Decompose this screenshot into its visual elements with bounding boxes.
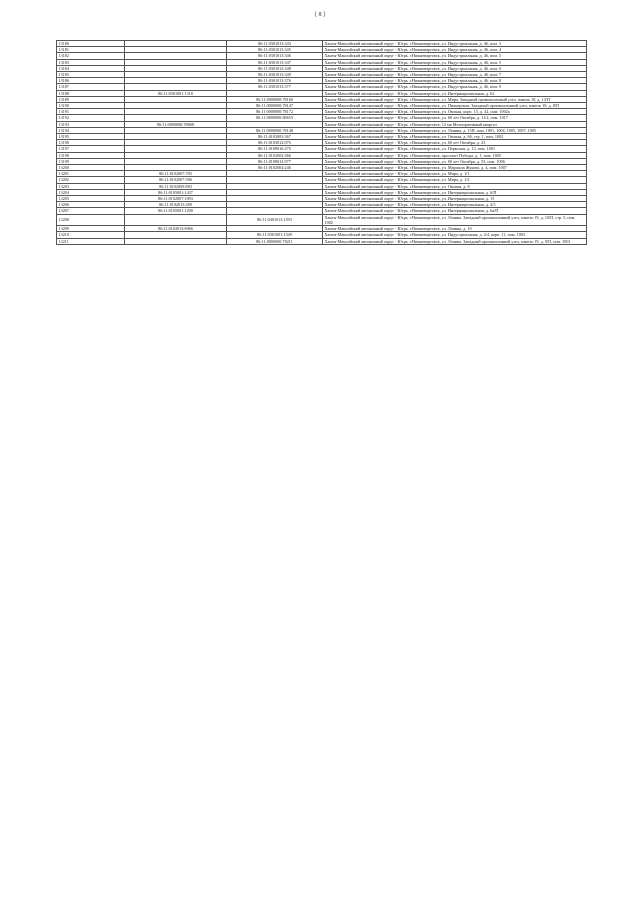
address-cell: Ханты-Мансийский автономный округ - Югра, г.Нижневартовск, ул. Интернациональная, д. 4/3 (323, 202, 587, 208)
address-cell: Ханты-Мансийский автономный округ - Югра, г.Нижневартовск, ул. Интернациональная, д. 6а/П (323, 208, 587, 214)
room-cadastral-number-cell: 86:11:0109012:977 (227, 158, 323, 164)
row-number-cell: 13193 (57, 121, 125, 127)
room-cadastral-number-cell: 86:11:0301013:377 (227, 84, 323, 90)
address-cell: Ханты-Мансийский автономный округ - Югра, г.Нижневартовск, ул. Индустриальная, д. 46, пом. 5 (323, 53, 587, 59)
cadastral-number-cell: 86:11:0105001:1290 (125, 208, 227, 214)
address-cell: Ханты-Мансийский автономный округ - Югра, г.Нижневартовск, ул. Мира, Западный промышленный узел, панель 18, д. 13/П (323, 96, 587, 102)
address-cell: Ханты-Мансийский автономный округ - Югра, г.Нижневартовск, ул. Индустриальная, д. 46, пом. 6 (323, 65, 587, 71)
row-number-cell: 13187 (57, 84, 125, 90)
table-row (57, 238, 587, 244)
row-number-cell: 13199 (57, 158, 125, 164)
cadastral-number-cell: 86:11:0102013:289 (125, 202, 227, 208)
address-cell: Ханты-Мансийский автономный округ - Югра, г.Нижневартовск, ул. Индустриальная, д. 46, пом. 8 (323, 78, 587, 84)
room-cadastral-number-cell: 86:11:0301013:346 (227, 53, 323, 59)
row-number-cell: 13180 (57, 41, 125, 47)
room-cadastral-number-cell: 86:11:0401013:1593 (227, 214, 323, 225)
room-cadastral-number-cell: 86:11:0000000:78211 (227, 238, 323, 244)
address-cell: Ханты-Мансийский автономный округ - Югра, г.Нижневартовск, ул. Интернациональная, д. 15 (323, 196, 587, 202)
address-cell: Ханты-Мансийский автономный округ - Югра, г.Нижневартовск, ул. Маршала Жукова, д. 4, пом. 1007 (323, 165, 587, 171)
address-cell: Ханты-Мансийский автономный округ - Югра, г.Нижневартовск, ул. Интернациональная, д. 62 (323, 90, 587, 96)
row-number-cell: 13195 (57, 134, 125, 140)
cadastral-number-cell: 86:11:0102007:586 (125, 177, 227, 183)
cadastral-number-cell: 86:11:0102009:883 (125, 183, 227, 189)
row-number-cell: 13205 (57, 196, 125, 202)
room-cadastral-number-cell: 86:11:0000000:78172 (227, 109, 323, 115)
room-cadastral-number-cell: 86:11:0301013:376 (227, 78, 323, 84)
address-cell: Ханты-Мансийский автономный округ - Югра, г.Нижневартовск, 12 мк Мелиоративный квартал (323, 121, 587, 127)
row-number-cell: 13181 (57, 47, 125, 53)
address-cell: Ханты-Мансийский автономный округ - Югра, г.Нижневартовск, ул. Омская, корп. 15, д. 42, пом. 1002а (323, 109, 587, 115)
cadastral-number-cell: 86:11:0301001:1318 (125, 90, 227, 96)
cadastral-number-cell (125, 238, 227, 244)
address-cell: Ханты-Мансийский автономный округ - Югра, г.Нижневартовск, ул. Пионерская, Западный промышленный узел, панель 18, д. 8/П (323, 103, 587, 109)
row-number-cell: 13188 (57, 90, 125, 96)
address-cell: Ханты-Мансийский автономный округ - Югра, г.Нижневартовск, ул. Мира, д. 1/2 (323, 177, 587, 183)
address-cell: Ханты-Мансийский автономный округ - Югра, г.Нижневартовск, ул. Интернациональная, д. 6/П (323, 189, 587, 195)
row-number-cell: 13192 (57, 115, 125, 121)
row-number-cell: 13204 (57, 189, 125, 195)
row-number-cell: 13208 (57, 214, 125, 225)
row-number-cell: 13210 (57, 232, 125, 238)
address-cell: Ханты-Мансийский автономный округ - Югра, г.Нижневартовск, ул. Индустриальная, д. 2/4, корп. 11, пом. 1003 (323, 232, 587, 238)
address-cell: Ханты-Мансийский автономный округ - Югра, г.Нижневартовск, ул. Индустриальная, д. 46, пом. 3 (323, 41, 587, 47)
room-cadastral-number-cell: 86:11:0109016:275 (227, 146, 323, 152)
room-cadastral-number-cell: 86:11:0301013:348 (227, 65, 323, 71)
row-number-cell: 13189 (57, 96, 125, 102)
room-cadastral-number-cell: 86:11:0000000:78148 (227, 127, 323, 133)
cadastral-number-cell: 86:11:0102007:783 (125, 171, 227, 177)
row-number-cell: 13186 (57, 78, 125, 84)
room-cadastral-number-cell: 86:11:0102004:246 (227, 165, 323, 171)
row-number-cell: 13198 (57, 152, 125, 158)
row-number-cell: 13184 (57, 65, 125, 71)
row-number-cell: 13197 (57, 146, 125, 152)
address-cell: Ханты-Мансийский автономный округ - Югра, г.Нижневартовск, ул. Ленина, д. 10 (323, 226, 587, 232)
cadastral-number-cell (125, 214, 227, 225)
register-table-body (57, 41, 587, 245)
room-cadastral-number-cell: 86:11:0301013:343 (227, 41, 323, 47)
row-number-cell: 13203 (57, 183, 125, 189)
cadastral-number-cell: 86:11:0105001:1437 (125, 189, 227, 195)
room-cadastral-number-cell: 86:11:0103003:367 (227, 134, 323, 140)
address-cell: Ханты-Мансийский автономный округ - Югра, г.Нижневартовск, ул. 60 лет Октября, д. 53, пом. 1006 (323, 158, 587, 164)
cadastral-number-cell: 86:11:0102013:6966 (125, 226, 227, 232)
page-number: [ 8 ] (315, 12, 325, 18)
row-number-cell: 13194 (57, 127, 125, 133)
register-table (56, 40, 587, 245)
room-cadastral-number-cell: 86:11:0301013:345 (227, 47, 323, 53)
address-cell: Ханты-Мансийский автономный округ - Югра, г.Нижневартовск, ул. Индустриальная, д. 46, пом. 7 (323, 72, 587, 78)
row-number-cell: 13200 (57, 165, 125, 171)
address-cell: Ханты-Мансийский автономный округ - Югра, г.Нижневартовск, проспект Победы, д. 1, пом. 1005 (323, 152, 587, 158)
row-number-cell: 13206 (57, 202, 125, 208)
row-number-cell: 13201 (57, 171, 125, 177)
address-cell: Ханты-Мансийский автономный округ - Югра, г.Нижневартовск, ул. Омская, д. 66, стр. 1, пом. 1002 (323, 134, 587, 140)
row-number-cell: 13183 (57, 59, 125, 65)
room-cadastral-number-cell: 86:11:0000000:78160 (227, 96, 323, 102)
address-cell: Ханты-Мансийский автономный округ - Югра, г.Нижневартовск, ул. 60 лет Октября, д. 11/2, пом. 1017 (323, 115, 587, 121)
address-cell: Ханты-Мансийский автономный округ - Югра, г.Нижневартовск, ул. 60 лет Октября, д. 23 (323, 140, 587, 146)
cadastral-number-cell: 86:11:0102007:1093 (125, 196, 227, 202)
row-number-cell: 13191 (57, 109, 125, 115)
table-row (57, 214, 587, 225)
address-cell: Ханты-Мансийский автономный округ - Югра, г.Нижневартовск, ул. Ленина, Западный промышленный узел, панель 19, д. 10/П, стр. 5, пом. 1002 (323, 214, 587, 225)
row-number-cell: 13207 (57, 208, 125, 214)
room-cadastral-number-cell: 86:11:0301013:349 (227, 72, 323, 78)
room-cadastral-number-cell: 86:11:0301013:347 (227, 59, 323, 65)
row-number-cell: 13185 (57, 72, 125, 78)
row-number-cell: 13209 (57, 226, 125, 232)
cadastral-number-cell: 86:11:0000000:78868 (125, 121, 227, 127)
row-number-cell: 13190 (57, 103, 125, 109)
address-cell: Ханты-Мансийский автономный округ - Югра, г.Нижневартовск, ул. Индустриальная, д. 46, пом. 5 (323, 59, 587, 65)
row-number-cell: 13196 (57, 140, 125, 146)
row-number-cell: 13211 (57, 238, 125, 244)
row-number-cell: 13182 (57, 53, 125, 59)
row-number-cell: 13202 (57, 177, 125, 183)
address-cell: Ханты-Мансийский автономный округ - Югра, г.Нижневартовск, ул. Мира, д. 1/1 (323, 171, 587, 177)
room-cadastral-number-cell: 86:11:0000000:78147 (227, 103, 323, 109)
address-cell: Ханты-Мансийский автономный округ - Югра, г.Нижневартовск, ул. Омская, д. 8 (323, 183, 587, 189)
room-cadastral-number-cell: 86:11:0102002:366 (227, 152, 323, 158)
room-cadastral-number-cell: 86:11:0000000:80653 (227, 115, 323, 121)
room-cadastral-number-cell: 86:11:0301001:1549 (227, 232, 323, 238)
address-cell: Ханты-Мансийский автономный округ - Югра, г.Нижневартовск, ул. Ленина, д. 15П, пом. 1001, 1004, 1005, 1007, 1005 (323, 127, 587, 133)
address-cell: Ханты-Мансийский автономный округ - Югра, г.Нижневартовск, ул. Ленина, Западный промышленный узел, панель 19, д. 9/П, пом. 1001 (323, 238, 587, 244)
address-cell: Ханты-Мансийский автономный округ - Югра, г.Нижневартовск, ул. Индустриальная, д. 46, пом. 4 (323, 47, 587, 53)
address-cell: Ханты-Мансийский автономный округ - Югра, г.Нижневартовск, ул. Индустриальная, д. 46, пом. 9 (323, 84, 587, 90)
address-cell: Ханты-Мансийский автономный округ - Югра, г.Нижневартовск, ул. Пермская, д. 13, пом. 1001 (323, 146, 587, 152)
room-cadastral-number-cell: 86:11:0103012:075 (227, 140, 323, 146)
